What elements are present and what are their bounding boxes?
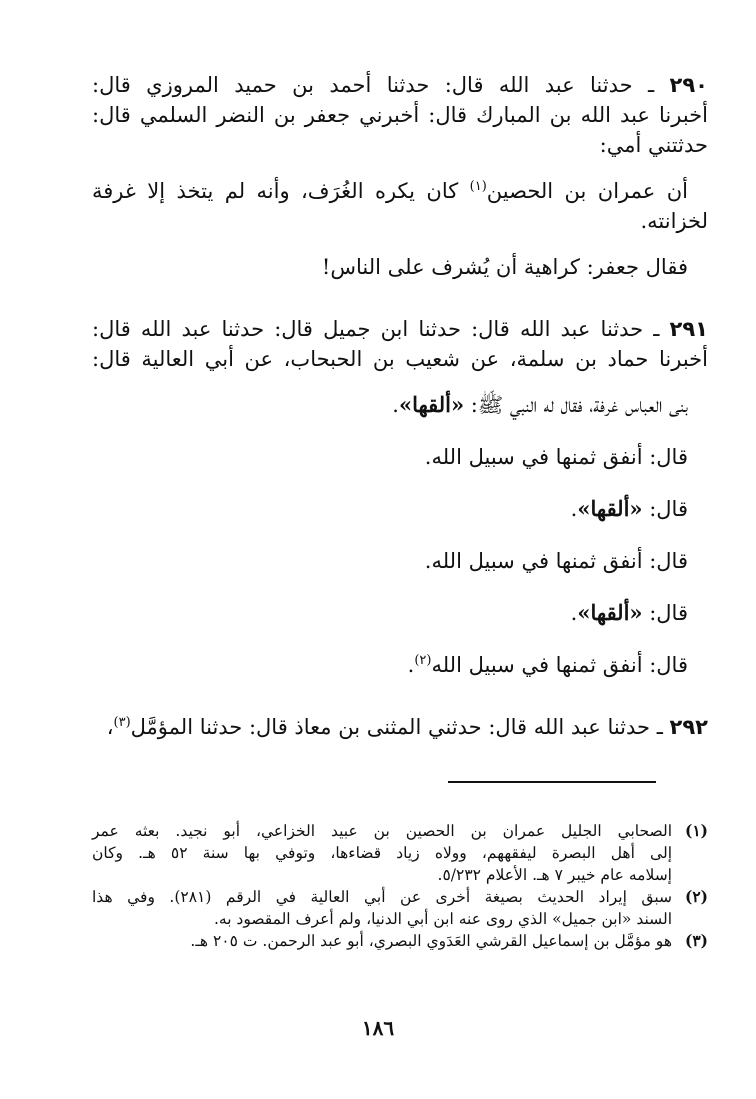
footnote-ref: (٣): [113, 715, 131, 730]
entry-292-line-1: ٢٩٢ ـ حدثنا عبد الله قال: حدثني المثنى بن معاذ قال: حدثنا المؤمَّل$^{(٣)}$،: [106, 715, 708, 739]
footnote-1: [92, 820, 708, 886]
footnote-ref: (١): [469, 179, 487, 194]
footnote-line: الصحابي الجليل عمران بن الحصين بن عبيد الخزاعي، أبو نجيد. بعثه عمر: [92, 822, 672, 840]
footnote-mark: (٣): [684, 931, 708, 950]
quote: «ألقها»: [577, 600, 643, 625]
dialog-line-5: قال: أنفق ثمنها في سبيل الله$^{(٢)}$.: [407, 653, 688, 677]
footnote-line: إسلامه عام خيبر ٧ هـ. الأعلام ٥/٢٣٢.: [437, 866, 672, 884]
dialog-line-3: قال: أنفق ثمنها في سبيل الله.: [424, 549, 688, 573]
footnote-separator: [448, 781, 656, 783]
entry-290-line-3: حدثتني أمي:: [599, 133, 708, 157]
entry-number: ٢٩٢: [669, 715, 708, 739]
footnote-mark: (٢): [684, 887, 708, 906]
main-text: [92, 70, 708, 742]
dialog-line-1: قال: أنفق ثمنها في سبيل الله.: [424, 445, 688, 469]
footnote-mark: (١): [684, 821, 708, 840]
entry-290-line-2: أخبرنا عبد الله بن المبارك قال: أخبرني جعفر بن النضر السلمي قال:: [92, 103, 708, 127]
entry-291-line-1: ٢٩١ ـ حدثنا عبد الله قال: حدثنا ابن جميل قال: حدثنا عبد الله قال:: [92, 317, 708, 341]
dialog-line-2: قال: «ألقها».: [570, 496, 688, 521]
page-number: ١٨٦: [361, 1016, 395, 1040]
quote: «ألقها»: [577, 496, 643, 521]
footnote-line: إلى أهل البصرة ليفقههم، وولاه زياد قضاءها، وتوفي بها سنة ٥٢ هـ. وكان: [92, 844, 672, 862]
footnote-line: السند «ابن جميل» الذي روى عنه ابن أبي الدنيا، ولم أعرف المقصود به.: [213, 910, 672, 928]
entry-number: ٢٩١: [669, 317, 708, 341]
footnotes: [92, 820, 708, 952]
entry-number: ٢٩٠: [669, 73, 708, 97]
footnote-2: [92, 886, 708, 930]
footnote-line: هو مؤمَّل بن إسماعيل القرشي العَدَوي البصري، أبو عبد الرحمن. ت ٢٠٥ هـ.: [190, 932, 672, 950]
entry-290-body-line-1: أن عمران بن الحصين$^{(١)}$ كان يكره الغُرَف، وأنه لم يتخذ إلا غرفة: [92, 179, 689, 203]
entry-290-closing: فقال جعفر: كراهية أن يُشرف على الناس!: [321, 255, 688, 279]
dialog-line-4: قال: «ألقها».: [570, 600, 688, 625]
footnote-3: [92, 930, 708, 952]
entry-290-line-1: ٢٩٠ ـ حدثنا عبد الله قال: حدثنا أحمد بن حميد المروزي قال:: [92, 73, 708, 97]
footnote-line: سبق إيراد الحديث بصيغة أخرى عن أبي العالية في الرقم (٢٨١). وفي هذا: [92, 888, 673, 906]
entry-291-story: بنى العباس غرفة، فقال له النبي ﷺ: «ألقها».: [392, 392, 688, 417]
entry-291-line-2: أخبرنا حماد بن سلمة، عن شعيب بن الحبحاب، عن أبي العالية قال:: [92, 347, 708, 371]
entry-290-body-line-2: لخزانته.: [640, 209, 708, 233]
footnote-ref: (٢): [414, 653, 432, 668]
quote: «ألقها»: [398, 392, 465, 417]
